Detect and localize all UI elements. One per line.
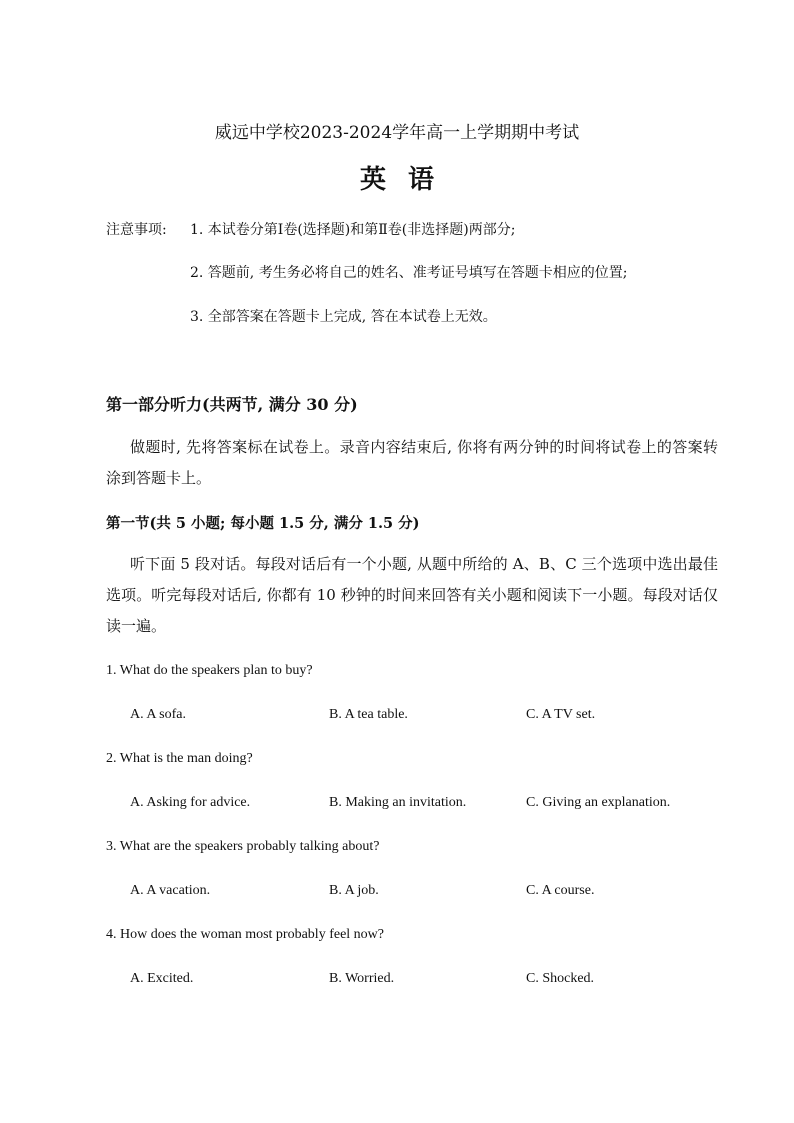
question-2-option-a: A. Asking for advice. [130,795,251,810]
section1-instruction: 听下面 5 段对话。每段对话后有一个小题, 从题中所给的 A、B、C 三个选项中选出最佳选项。听完每段对话后, 你都有 10 秒钟的时间来回答有关小题和阅读下一小题。每段对话仅读一遍。 [106,555,718,635]
question-3-option-b: B. A job. [329,883,379,898]
question-3-option-a: A. A vacation. [130,883,211,898]
notice-item-1: 1. 本试卷分第Ⅰ卷(选择题)和第Ⅱ卷(非选择题)两部分; [190,222,516,238]
subject-title: 英语 [359,165,456,195]
question-2-option-c: C. Giving an explanation. [526,795,671,810]
question-4-stem: 4. How does the woman most probably feel now? [106,927,384,942]
exam-title: 威远中学校2023-2024学年高一上学期期中考试 [214,123,580,143]
question-4-option-c: C. Shocked. [526,971,595,986]
notice-label: 注意事项: [106,222,167,238]
question-3-stem: 3. What are the speakers probably talking about? [106,839,380,854]
question-1-stem: 1. What do the speakers plan to buy? [106,663,313,678]
question-3-option-c: C. A course. [526,883,595,898]
question-2-stem: 2. What is the man doing? [106,751,253,766]
question-4-option-a: A. Excited. [130,971,194,986]
question-1-option-a: A. A sofa. [130,707,186,722]
question-1-option-b: B. A tea table. [329,707,408,722]
question-1-option-c: C. A TV set. [526,707,596,722]
notice-item-2: 2. 答题前, 考生务必将自己的姓名、准考证号填写在答题卡相应的位置; [190,265,628,281]
notice-item-3: 3. 全部答案在答题卡上完成, 答在本试卷上无效。 [190,309,497,325]
part1-heading: 第一部分听力(共两节, 满分 30 分) [106,395,358,414]
part1-instruction: 做题时, 先将答案标在试卷上。录音内容结束后, 你将有两分钟的时间将试卷上的答案转涂到答题卡上。 [106,438,718,487]
question-4-option-b: B. Worried. [329,971,395,986]
question-2-option-b: B. Making an invitation. [329,795,467,810]
section1-heading: 第一节(共 5 小题; 每小题 1.5 分, 满分 1.5 分) [106,515,420,532]
